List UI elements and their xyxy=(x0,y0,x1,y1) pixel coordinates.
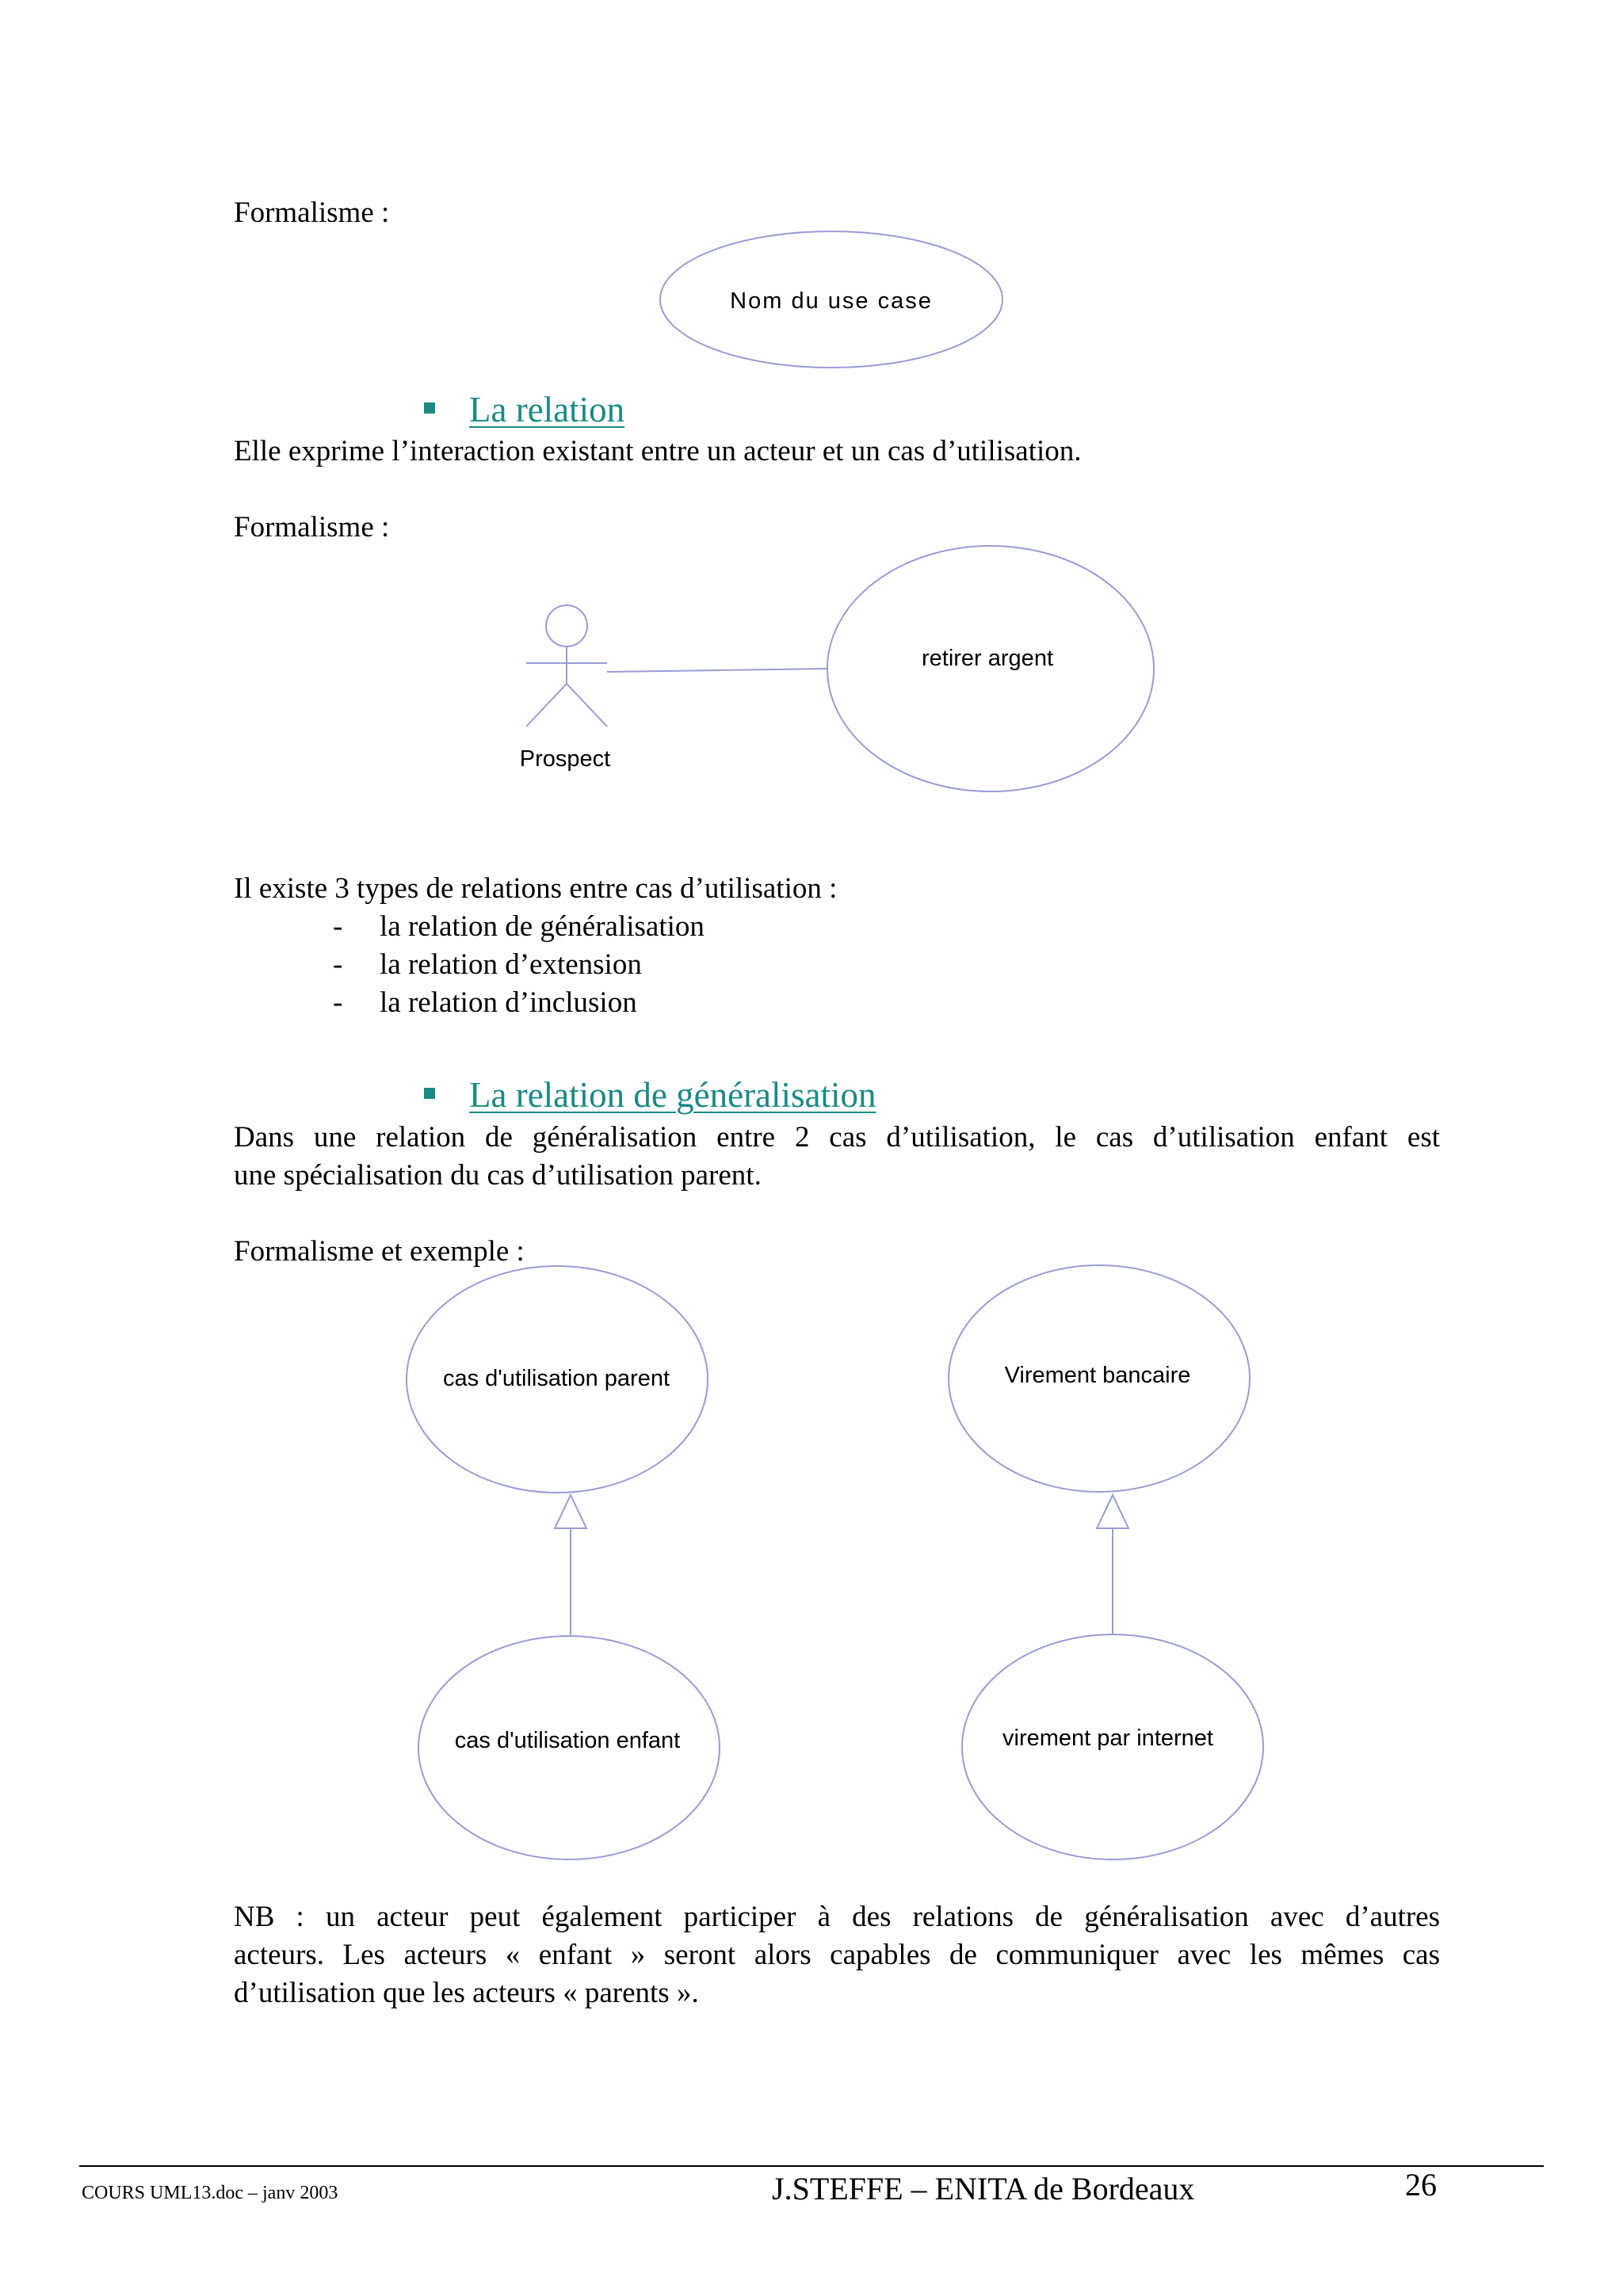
actor-head xyxy=(546,605,587,646)
heading-text: La relation xyxy=(469,390,625,429)
actor-relation-diagram xyxy=(507,539,1165,792)
parent-use-case-name: cas d'utilisation parent xyxy=(442,1366,670,1391)
association-line xyxy=(607,669,828,672)
formalisme-label: Formalisme : xyxy=(234,511,390,543)
heading-text: La relation de généralisation xyxy=(469,1075,876,1115)
child-use-case-name: virement par internet xyxy=(1002,1726,1213,1751)
generalisation-arrow xyxy=(555,1495,586,1528)
generalisation-diagram xyxy=(396,1264,1284,1866)
use-case-name: Nom du use case xyxy=(730,288,933,314)
generalisation-arrow xyxy=(1097,1495,1128,1528)
nb-text-line: NB : un acteur peut également participer à des relations de généralisation avec d’autres xyxy=(234,1901,1440,1933)
generalisation-text-line: Dans une relation de généralisation entre 2 cas d’utilisation, le cas d’utilisation enfant est xyxy=(234,1121,1440,1154)
footer-file: COURS UML13.doc – janv 2003 xyxy=(82,2183,338,2203)
generalisation-text-line: une spécialisation du cas d’utilisation parent. xyxy=(234,1159,762,1192)
actor-leg-right xyxy=(567,684,607,727)
parent-use-case-name: Virement bancaire xyxy=(1004,1363,1191,1388)
square-bullet-icon xyxy=(424,1088,435,1099)
nb-text-line: d’utilisation que les acteurs « parents ». xyxy=(234,1977,699,2009)
footer-rule xyxy=(79,2165,1544,2167)
footer-author: J.STEFFE – ENITA de Bordeaux xyxy=(772,2171,1195,2206)
formalisme-label: Formalisme : xyxy=(234,196,390,229)
relation-description: Elle exprime l’interaction existant entre un acteur et un cas d’utilisation. xyxy=(234,435,1082,467)
use-case-name: retirer argent xyxy=(921,646,1054,671)
page-number: 26 xyxy=(1405,2167,1437,2203)
use-case-diagram xyxy=(658,230,1006,372)
actor-name: Prospect xyxy=(519,746,611,772)
actor-leg-left xyxy=(526,684,567,727)
square-bullet-icon xyxy=(424,402,435,414)
formalisme-exemple-label: Formalisme et exemple : xyxy=(234,1235,525,1268)
types-intro: Il existe 3 types de relations entre cas d’utilisation : xyxy=(234,872,838,905)
child-use-case-name: cas d'utilisation enfant xyxy=(454,1728,681,1753)
nb-text-line: acteurs. Les acteurs « enfant » seront alors capables de communiquer avec les mêmes cas xyxy=(234,1939,1440,1971)
